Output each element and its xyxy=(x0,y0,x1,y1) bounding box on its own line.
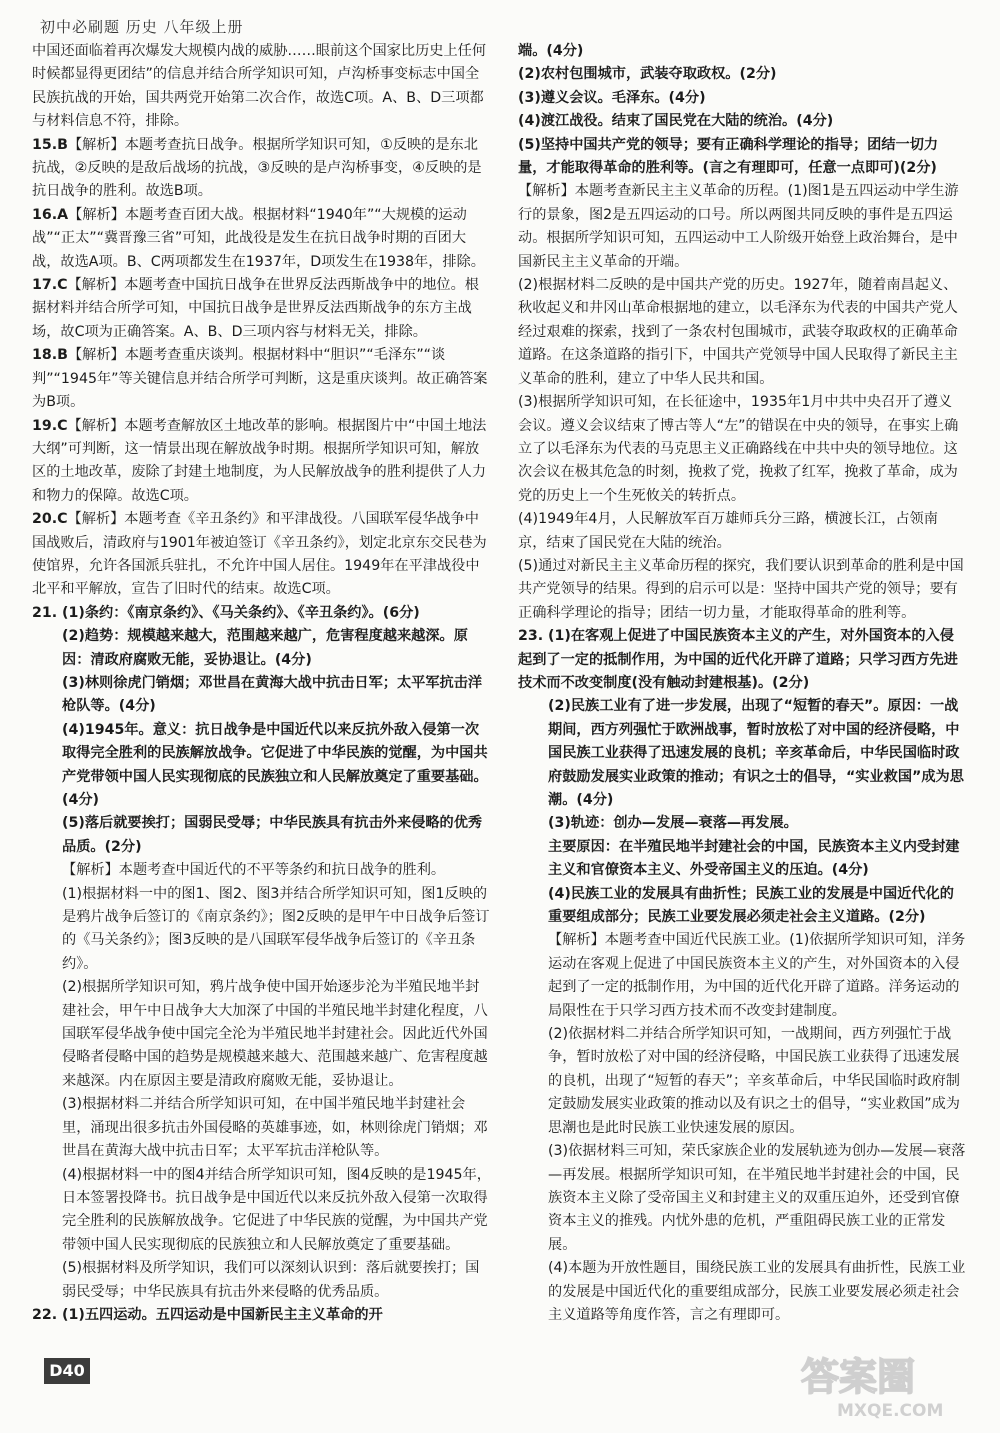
answer-text: (4)1945年。意义：抗日战争是中国近代以来反抗外敌入侵第一次取得完全胜利的民族解放战争。它促进了中华民族的觉醒，为中国共产党带领中国人民实现彻底的民族独立和人民解放奠定了重要基础。(4分) xyxy=(62,721,488,808)
question-number: 23. xyxy=(518,628,544,645)
answer-text: (5)落后就要挨打；国弱民受辱；中华民族具有抗击外来侵略的优秀品质。(2分) xyxy=(62,815,483,855)
answer-text: (2)民族工业有了进一步发展，出现了“短暂的春天”。原因：一战期间，西方列强忙于欧洲战事，暂时放松了对中国的经济侵略，中国民族工业获得了迅速发展的良机；辛亥革命后，中华民国临时政府鼓励发展实业政策的推动；有识之士的倡导，“实业救国”成为思潮。(4分) xyxy=(548,698,964,808)
answer-paragraph xyxy=(518,1257,966,1327)
answer-paragraph xyxy=(32,508,492,602)
answer-text: (5)坚持中国共产党的领导；要有正确科学理论的指导；团结一切力量，才能取得革命的胜利等。(言之有理即可，任意一点即可)(2分) xyxy=(518,136,939,177)
answer-text: 端。(4分) xyxy=(518,43,584,59)
answer-text: (2)趋势：规模越来越大，范围越来越广，危害程度越来越深。原因：清政府腐败无能，妥协退让。(4分) xyxy=(62,628,468,668)
question-number: 20.C xyxy=(32,511,68,528)
answer-text: (3)根据所学知识可知，在长征途中，1935年1月中共中央召开了遵义会议。遵义会议结束了博古等人“左”的错误在中央的领导，在事实上确立了以毛泽东为代表的马克思主义正确路线在中共中央的领导地位。这次会议在极其危急的时刻，挽救了党，挽救了红军，挽救了革命，成为党的历史上一个生死攸关的转折点。 xyxy=(518,394,959,504)
answer-text: 【解析】本题考查抗日战争。根据所学知识可知，①反映的是东北抗战，②反映的是敌后战场的抗战，③反映的是卢沟桥事变，④反映的是抗日战争的胜利。故选B项。 xyxy=(32,136,482,200)
answer-paragraph xyxy=(32,625,492,672)
answer-text: (3)依据材料三可知，荣氏家族企业的发展轨迹为创办—发展—衰落—再发展。根据所学知识可知，在半殖民地半封建社会的中国，民族资本主义除了受帝国主义和封建主义的双重压迫外，还受到官僚资本主义的推残。内忧外患的危机，严重阻碍民族工业的正常发展。 xyxy=(548,1143,966,1253)
answer-text: (4)本题为开放性题目，围绕民族工业的发展具有曲折性，民族工业的发展是中国近代化的重要组成部分，民族工业要发展必须走社会主义道路等角度作答，言之有理即可。 xyxy=(548,1260,966,1323)
answer-paragraph xyxy=(518,391,966,508)
answer-text: (2)根据所学知识可知，鸦片战争使中国开始逐步沦为半殖民地半封建社会，甲午中日战争大大加深了中国的半殖民地半封建化程度，八国联军侵华战争使中国完全沦为半殖民地半封建社会。因此近代外国侵略者侵略中国的趋势是规模越来越大、范围越来越广、危害程度越来越深。内在原因主要是清政府腐败无能，妥协退让。 xyxy=(62,979,488,1089)
answer-paragraph xyxy=(518,1023,966,1140)
answer-paragraph xyxy=(518,1140,966,1257)
answer-paragraph xyxy=(518,134,966,181)
question-number: 21. xyxy=(32,604,58,621)
answer-paragraph xyxy=(32,1164,492,1258)
answer-paragraph xyxy=(32,1093,492,1163)
answer-text: (3)轨迹：创办—发展—衰落—再发展。 xyxy=(548,815,798,832)
answer-paragraph xyxy=(32,812,492,859)
answer-paragraph xyxy=(518,274,966,391)
answer-paragraph xyxy=(32,859,492,882)
answer-text: (2)依据材料二并结合所学知识可知，一战期间，西方列强忙于战争，暂时放松了对中国的经济侵略，中国民族工业获得了迅速发展的良机，出现了“短暂的春天”；辛亥革命后，中华民国临时政府制定鼓励发展实业政策的推动以及有识之士的倡导，“实业救国”成为思潮也是此时民族工业快速发展的原因。 xyxy=(548,1026,960,1136)
answer-paragraph xyxy=(518,180,966,274)
answer-paragraph xyxy=(518,555,966,625)
answer-text: (4)渡江战役。结束了国民党在大陆的统治。(4分) xyxy=(518,113,834,130)
watermark-logo xyxy=(797,1350,982,1422)
answer-paragraph xyxy=(518,812,966,835)
answer-text: (1)在客观上促进了中国民族资本主义的产生，对外国资本的入侵起到了一定的抵制作用，为中国的近代化开辟了道路；只学习西方先进技术而不改变制度(没有触动封建根基)。(2分) xyxy=(518,628,958,691)
answer-paragraph xyxy=(518,883,966,930)
answer-paragraph xyxy=(518,836,966,883)
answer-paragraph xyxy=(32,344,492,414)
answer-paragraph xyxy=(518,40,966,63)
left-column xyxy=(32,40,492,1327)
question-number: 19.C xyxy=(32,417,68,434)
answer-text: 【解析】本题考查中国抗日战争在世界反法西斯战争中的地位。根据材料并结合所学可知，中国抗日战争是世界反法西斯战争的东方主战场，故C项为正确答案。A、B、D三项内容与材料无关，排除。 xyxy=(32,277,479,340)
answer-text: (5)通过对新民主主义革命历程的探究，我们要认识到革命的胜利是中国共产党领导的结果。得到的启示可以是：坚持中国共产党的领导；要有正确科学理论的指导；团结一切力量，才能取得革命的胜利等。 xyxy=(518,557,964,621)
answer-text: 【解析】本题考查中国近代的不平等条约和抗日战争的胜利。 xyxy=(62,862,446,879)
answer-paragraph xyxy=(518,625,966,695)
answer-paragraph xyxy=(32,40,492,134)
answer-paragraph xyxy=(32,204,492,274)
answer-text: (1)条约：《南京条约》、《马关条约》、《辛丑条约》。(6分) xyxy=(62,604,420,621)
answer-text: (3)根据材料二并结合所学知识可知，在中国半殖民地半封建社会里，涌现出很多抗击外国侵略的英雄事迹，如，林则徐虎门销烟；邓世昌在黄海大战中抗击日军；太平军抗击洋枪队等。 xyxy=(62,1096,488,1160)
question-number: 17.C xyxy=(32,277,68,294)
answer-text: (2)根据材料二反映的是中国共产党的历史。1927年，随着南昌起义、秋收起义和井冈山革命根据地的建立，以毛泽东为代表的中国共产党人经过艰难的探索，找到了一条农村包围城市，武装夺取政权的正确革命道路。在这条道路的指引下，中国共产党领导中国人民取得了新民主主义革命的胜利，建立了中华人民共和国。 xyxy=(518,277,958,387)
page-header: 初中必刷题 历史 八年级上册 xyxy=(40,18,244,36)
answer-text: (3)遵义会议。毛泽东。(4分) xyxy=(518,89,706,106)
answer-paragraph xyxy=(32,415,492,509)
answer-text: 中国还面临着再次爆发大规模内战的威胁……眼前这个国家比历史上任何时候都显得更团结”的信息并结合所学知识可知，卢沟桥事变标志中国全民族抗战的开始，国共两党开始第二次合作，故选C项。A、B、D三项都与材料信息不符，排除。 xyxy=(32,43,487,130)
answer-paragraph xyxy=(32,602,492,625)
answer-text: 【解析】本题考查《辛丑条约》和平津战役。八国联军侵华战争中国战败后，清政府与1901年被迫签订《辛丑条约》，划定北京东交民巷为使馆界，允许各国派兵驻扎，不允许中国人居住。1949年在平津战役中北平和平解放，宣告了旧时代的结束。故选C项。 xyxy=(32,511,487,598)
answer-text: 【解析】本题考查解放区土地改革的影响。根据图片中“中国土地法大纲”可判断，这一情景出现在解放战争时期。根据所学知识可知，解放区的土地改革，废除了封建土地制度，为人民解放战争的胜利提供了人力和物力的保障。故选C项。 xyxy=(32,417,487,504)
answer-text: 【解析】本题考查重庆谈判。根据材料中“胆识”“毛泽东”“谈判”“1945年”等关键信息并结合所学可判断，这是重庆谈判。故正确答案为B项。 xyxy=(32,347,488,411)
right-column xyxy=(518,40,966,1327)
answer-text: (2)农村包围城市，武装夺取政权。(2分) xyxy=(518,66,777,83)
question-number: 18.B xyxy=(32,347,68,364)
answer-text: (1)根据材料一中的图1、图2、图3并结合所学知识可知，图1反映的是鸦片战争后签订的《南京条约》；图2反映的是甲午中日战争后签订的《马关条约》；图3反映的是八国联军侵华战争后签订的《辛丑条约》。 xyxy=(62,885,490,972)
svg-text:答案圈: 答案圈 xyxy=(801,1355,916,1399)
question-number: 22. xyxy=(32,1306,58,1323)
answer-text: (5)根据材料及所学知识，我们可以深刻认识到：落后就要挨打；国弱民受辱；中华民族具有抗击外来侵略的优秀品质。 xyxy=(62,1260,480,1300)
answer-paragraph xyxy=(518,695,966,812)
answer-paragraph xyxy=(32,134,492,204)
answer-paragraph xyxy=(32,1257,492,1304)
answer-paragraph xyxy=(32,274,492,344)
answer-text: (4)民族工业的发展具有曲折性；民族工业的发展是中国近代化的重要组成部分；民族工业要发展必须走社会主义道路。(2分) xyxy=(548,885,954,926)
answer-paragraph xyxy=(32,1304,492,1327)
answer-text: 【解析】本题考查中国近代民族工业。(1)依据所学知识可知，洋务运动在客观上促进了中国民族资本主义的产生，对外国资本的入侵起到了一定的抵制作用，为中国的近代化开辟了道路。洋务运动的局限性在于只学习西方技术而不改变封建制度。 xyxy=(548,932,966,1019)
svg-text:MXQE.COM: MXQE.COM xyxy=(837,1401,944,1421)
answer-text: (1)五四运动。五四运动是中国新民主主义革命的开 xyxy=(62,1306,383,1323)
answer-paragraph xyxy=(32,719,492,813)
answer-text: 【解析】本题考查百团大战。根据材料“1940年”“大规模的运动战”“正太”“冀晋豫三省”可知，此战役是发生在抗日战争时期的百团大战，故选A项。B、C两项都发生在1937年，D项发生在1938年，排除。 xyxy=(32,206,485,270)
answer-text: 主要原因：在半殖民地半封建社会的中国，民族资本主义内受封建主义和官僚资本主义、外受帝国主义的压迫。(4分) xyxy=(548,838,960,879)
answer-paragraph xyxy=(32,672,492,719)
answer-paragraph xyxy=(518,929,966,1023)
answer-text: 【解析】本题考查新民主主义革命的历程。(1)图1是五四运动中学生游行的景象，图2是五四运动的口号。所以两图共同反映的事件是五四运动。根据所学知识可知，五四运动中工人阶级开始登上政治舞台，是中国新民主主义革命的开端。 xyxy=(518,183,959,270)
answer-paragraph xyxy=(518,87,966,110)
question-number: 16.A xyxy=(32,206,69,223)
answer-text: (3)林则徐虎门销烟；邓世昌在黄海大战中抗击日军；太平军抗击洋枪队等。(4分) xyxy=(62,674,483,715)
answer-paragraph xyxy=(32,883,492,977)
answer-paragraph xyxy=(518,110,966,133)
page-number: D40 xyxy=(44,1358,90,1384)
answer-text: (4)1949年4月，人民解放军百万雄师兵分三路，横渡长江，占领南京，结束了国民党在大陆的统治。 xyxy=(518,511,938,551)
question-number: 15.B xyxy=(32,136,68,153)
answer-text: (4)根据材料一中的图4并结合所学知识可知，图4反映的是1945年，日本签署投降书。抗日战争是中国近代以来反抗外敌入侵第一次取得完全胜利的民族解放战争。它促进了中华民族的觉醒，为中国共产党带领中国人民实现彻底的民族独立和人民解放奠定了重要基础。 xyxy=(62,1166,491,1253)
answer-paragraph xyxy=(518,63,966,86)
answer-paragraph xyxy=(32,976,492,1093)
answer-paragraph xyxy=(518,508,966,555)
